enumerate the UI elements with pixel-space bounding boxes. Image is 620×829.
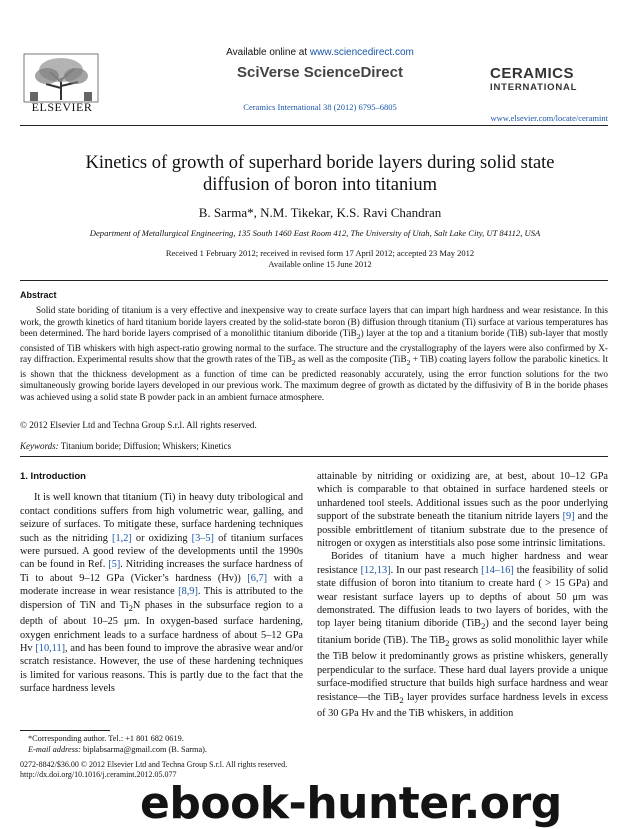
- subscript: 2: [445, 637, 450, 648]
- title-line-1: Kinetics of growth of superhard boride layers during solid state: [85, 153, 555, 173]
- publisher-wordmark: ELSEVIER: [31, 100, 93, 114]
- citation-link[interactable]: [5]: [108, 559, 121, 571]
- left-column: [20, 470, 303, 696]
- citation-link[interactable]: [1,2]: [112, 532, 132, 544]
- bottom-matter: [20, 760, 360, 780]
- abstract-text: ) layer at the top and a titanium boride (TiB) sub-layer that mostly consisted of TiB whiskers with high aspect-ratio growing normal to the surface. The structure and the crystallography of the layers were also confirmed by X-ray diffraction. Experimental results show that the growth rates of the TiB: [20, 328, 608, 365]
- journal-reference[interactable]: Ceramics International 38 (2012) 6795–6805: [243, 102, 397, 112]
- watermark: ebook-hunter.org: [140, 778, 562, 829]
- corresponding-author: *Corresponding author. Tel.: +1 801 682 0619.: [28, 734, 184, 743]
- body-text: attainable by nitriding or oxidizing are, at best, about 10–12 GPa which is comparable to that obtained in surface hardened steels or unhardened tool steels. Additional issues such as the poor underlying support of the substrate beneath the titanium nitride layers: [317, 471, 608, 523]
- abstract-body: [20, 305, 608, 403]
- citation-link[interactable]: [6,7]: [247, 572, 268, 584]
- body-text: It is well known that titanium (Ti) in heavy duty tribological and contact conditions suffers from high volumetric wear, galling, and seizure of surfaces. To mitigate these, surface hardening techniques such as the nitriding: [20, 492, 303, 544]
- sciencedirect-link[interactable]: www.sciencedirect.com: [309, 47, 414, 58]
- title-divider: [20, 280, 608, 281]
- body-text: . This is attributed to the dispersion of TiN and Ti: [20, 586, 304, 611]
- subscript: 2: [481, 621, 486, 632]
- body-text: or oxidizing: [131, 532, 192, 544]
- doi-link[interactable]: http://dx.doi.org/10.1016/j.ceramint.2012.05.077: [20, 770, 177, 779]
- abstract-heading: Abstract: [20, 290, 57, 300]
- footnote: [20, 733, 303, 755]
- body-text: with a moderate increase in wear resistance: [20, 572, 303, 598]
- subscript: 2: [399, 694, 404, 705]
- body-text: Borides of titanium have a much higher hardness and wear resistance: [317, 551, 608, 576]
- platform-name: SciVerse ScienceDirect: [237, 64, 403, 81]
- abstract-copyright: © 2012 Elsevier Ltd and Techna Group S.r.l. All rights reserved.: [20, 420, 257, 430]
- abstract-text: + TiB) coating layers follow the parabolic kinetics. It is shown that the thickness development as a function of time can be predicted reasonably accurately, using the error function solutions for the two simultaneously growing boride layers developed in our previous work. The maximum degree of growth as dictated by the diffusivity of B in the boride phases was achieved using a solid state B powder pack in an ambient furnace atmosphere.: [20, 354, 609, 402]
- abstract-text: Solid state boriding of titanium is a very effective and inexpensive way to create surface layers that can impart high hardness and wear resistance. In this work, the growth kinetics of hard titanium boride layers created by the solid-state boron (B) diffusion through titanium (Ti) surface at various temperatures has been determined. The hard boride layers comprised of a monolithic titanium diboride (TiB: [20, 305, 608, 339]
- email-address[interactable]: biplabsarma@gmail.com (B. Sarma).: [80, 745, 208, 754]
- citation-link[interactable]: [3–5]: [191, 532, 214, 544]
- title-line-2: diffusion of boron into titanium: [203, 175, 437, 195]
- abstract-divider: [20, 456, 608, 457]
- body-text: layer provides surface hardness levels in excess of 30 GPa Hv and the TiB whiskers, in addition: [317, 691, 608, 720]
- intro-paragraph-1-cont: [317, 470, 608, 550]
- body-text: . In our past research: [390, 564, 482, 576]
- body-text: and the possible embrittlement of titanium substrate due to the presence of nitrogen or oxygen as interstitials also pose some intrinsic limitations.: [317, 511, 608, 550]
- issn-line: 0272-8842/$36.00 © 2012 Elsevier Ltd and Techna Group S.r.l. All rights reserved.: [20, 760, 288, 769]
- journal-logo-line2: INTERNATIONAL: [490, 82, 578, 93]
- citation-link[interactable]: [8,9]: [178, 586, 198, 598]
- available-online: [200, 47, 440, 58]
- body-text: grows as solid monolithic layer while the TiB below it predominantly grows as pristine whiskers, generally perpendicular to the surface. These hard dual layers provide a unique surface-modified structure that builds high surface hardness and wear resistance—the TiB: [317, 634, 608, 703]
- subscript: 2: [356, 332, 361, 342]
- journal-logo: [490, 66, 600, 93]
- abstract-text: as well as the composite (TiB: [295, 354, 407, 365]
- journal-url-link[interactable]: www.elsevier.com/locate/ceramint: [490, 113, 608, 123]
- subscript: 2: [291, 358, 296, 368]
- body-text: N phases in the subsurface region to a depth of about 10–25 μm. In oxygen-based surface hardening, oxygen enrichment leads to a surface hardness of about 5–12 GPa Hv: [20, 599, 303, 654]
- author-email: [20, 744, 303, 755]
- subscript: 2: [406, 358, 411, 368]
- article-authors: B. Sarma*, N.M. Tikekar, K.S. Ravi Chandran: [198, 205, 442, 220]
- journal-logo-line1: CERAMICS: [490, 65, 575, 82]
- body-text: of titanium surfaces were pursued. A good review of the developments until the 1990s can be found in Ref.: [20, 532, 303, 571]
- body-text: . Nitriding increases the surface hardness of Ti to about 9–12 GPa (Vicker’s hardness (Hv)): [20, 559, 303, 584]
- keywords-label: Keywords:: [20, 441, 59, 451]
- body-text: , and has been found to improve the abrasive wear and/or scratch resistance. However, the use of these hardening techniques is limited for various reasons. This is partly due to the fact that the surface hardness levels: [20, 642, 303, 695]
- section-heading-introduction: 1. Introduction: [20, 471, 86, 482]
- body-text: ) and the second layer being titanium boride (TiB). The TiB: [317, 618, 608, 646]
- author-affiliation: Department of Metallurgical Engineering, 135 South 1460 East Room 412, The University of Utah, Salt Lake City, UT 84112, USA: [89, 228, 541, 238]
- citation-link[interactable]: [12,13]: [360, 564, 391, 576]
- header-divider: [20, 125, 608, 126]
- received-dates: Received 1 February 2012; received in revised form 17 April 2012; accepted 23 May 2012: [165, 248, 475, 258]
- available-online-date: Available online 15 June 2012: [268, 259, 372, 269]
- body-text: the feasibility of solid state diffusion of boron into titanium to create hard ( > 15 GPa) and wear resistant surface layers up to depths of about 50 μm was demonstrated. The diffusion leads to two layers of borides, with the top layer being titanium diboride (TiB: [317, 564, 608, 630]
- subscript: 2: [128, 602, 133, 613]
- article-title: [40, 152, 600, 196]
- email-label: E-mail address:: [28, 745, 81, 754]
- intro-paragraph-2: [317, 550, 608, 720]
- keywords: [20, 441, 231, 451]
- right-column: [317, 470, 608, 720]
- keywords-list: Titanium boride; Diffusion; Whiskers; Kinetics: [58, 441, 232, 451]
- footnote-divider: [20, 730, 110, 731]
- article-history: [40, 248, 600, 270]
- intro-paragraph-1: [20, 491, 303, 695]
- citation-link[interactable]: [9]: [562, 511, 575, 523]
- citation-link[interactable]: [14–16]: [481, 564, 514, 576]
- citation-link[interactable]: [10,11]: [35, 642, 66, 654]
- available-prefix: Available online at: [226, 47, 310, 58]
